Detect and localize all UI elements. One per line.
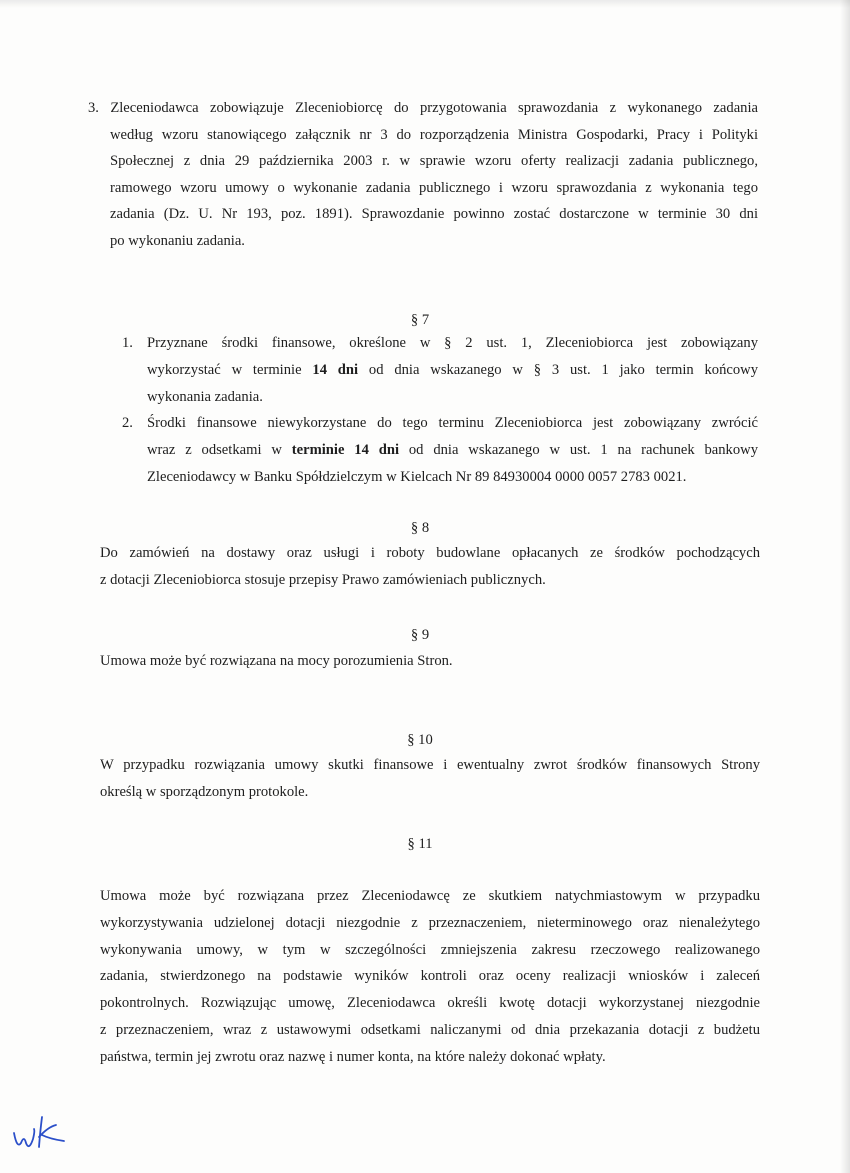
item-1-line-1: Przyznane środki finansowe, określone w § 2 ust. 1, Zleceniobiorca jest zobowiązany	[147, 335, 758, 351]
item-1-line-2	[147, 357, 758, 384]
section-11-line-7: państwa, termin jej zwrotu oraz nazwę i numer konta, na które należy dokonać wpłaty.	[100, 1048, 606, 1065]
section-10-paragraph	[100, 752, 760, 805]
point-3-paragraph	[88, 95, 758, 254]
section-7-heading: § 7	[410, 312, 430, 328]
point-3-line-2: według wzoru stanowiącego załącznik nr 3 do rozporządzenia Ministra Gospodarki, Pracy i Polityki	[110, 126, 758, 143]
point-3-line-1: 3. Zleceniodawca zobowiązuje Zleceniobiorcę do przygotowania sprawozdania z wykonanego zadania	[88, 100, 758, 116]
item-2-line-1: Środki finansowe niewykorzystane do tego terminu Zleceniobiorca jest zobowiązany zwrócić	[147, 415, 758, 431]
section-10-heading: § 10	[407, 732, 433, 748]
section-11-line-2: wykorzystywania udzielonej dotacji niezgodnie z przeznaczeniem, nieterminowego oraz nienależytego	[100, 914, 760, 931]
item-1-line-3: wykonania zadania.	[147, 389, 263, 405]
item-2-deadline: terminie 14 dni	[291, 442, 400, 458]
point-3-line-6: po wykonaniu zadania.	[110, 232, 245, 249]
section-11-line-3: wykonywania umowy, w tym w szczególności zmniejszenia zakresu rzeczowego realizowanego	[100, 941, 760, 958]
section-11-line-5: pokontrolnych. Rozwiązując umowę, Zleceniodawca określi kwotę dotacji wykorzystanej niezgodnie	[100, 995, 760, 1012]
section-11-paragraph	[100, 883, 760, 1071]
item-2-line-2-a: wraz z odsetkami w	[147, 442, 292, 458]
item-2-number: 2.	[122, 415, 133, 431]
point-3-line-5: zadania (Dz. U. Nr 193, poz. 1891). Sprawozdanie powinno zostać dostarczone w terminie 30 dni	[110, 206, 758, 222]
point-3-line-4: ramowego wzoru umowy o wykonanie zadania publicznego i wzoru sprawozdania z wykonania tego	[110, 179, 758, 196]
section-11-heading: § 11	[407, 836, 433, 852]
section-7-item-2	[122, 410, 758, 491]
item-2-line-2	[147, 437, 758, 464]
section-10-line-1: W przypadku rozwiązania umowy skutki finansowe i ewentualny zwrot środków finansowych Strony	[100, 757, 760, 773]
scan-top-shadow	[0, 0, 850, 8]
section-9-paragraph	[100, 648, 760, 675]
item-1-line-2-a: wykorzystać w terminie	[147, 362, 313, 378]
section-11-line-6: z przeznaczeniem, wraz z ustawowymi odsetkami naliczanymi od dnia przekazania dotacji z budżetu	[100, 1021, 760, 1038]
section-10-line-2: określą w sporządzonym protokole.	[100, 783, 309, 800]
section-11-line-4: zadania, stwierdzonego na podstawie wyników kontroli oraz oceny realizacji wniosków i zaleceń	[100, 968, 760, 985]
section-8-line-1: Do zamówień na dostawy oraz usługi i roboty budowlane opłacanych ze środków pochodzących	[100, 545, 760, 561]
section-8-heading: § 8	[410, 520, 430, 536]
section-9-line-1: Umowa może być rozwiązana na mocy porozumienia Stron.	[100, 653, 453, 669]
section-11-line-1: Umowa może być rozwiązana przez Zleceniodawcę ze skutkiem natychmiastowym w przypadku	[100, 888, 760, 904]
item-1-number: 1.	[122, 335, 133, 351]
item-2-line-2-c: od dnia wskazanego w ust. 1 na rachunek bankowy	[399, 442, 758, 458]
scan-edge-shadow	[840, 0, 850, 1173]
item-1-deadline: 14 dni	[312, 362, 359, 378]
section-7-item-1	[122, 330, 758, 411]
handwritten-initials-signature	[12, 1113, 70, 1153]
item-2-line-3: Zleceniodawcy w Banku Spółdzielczym w Kielcach Nr 89 84930004 0000 0057 2783 0021.	[147, 469, 687, 485]
section-8-paragraph	[100, 540, 760, 593]
point-3-line-3: Społecznej z dnia 29 października 2003 r. w sprawie wzoru oferty realizacji zadania publicznego,	[110, 153, 758, 169]
section-8-line-2: z dotacji Zleceniobiorca stosuje przepisy Prawo zamówieniach publicznych.	[100, 571, 546, 588]
section-9-heading: § 9	[410, 627, 430, 643]
item-1-line-2-c: od dnia wskazanego w § 3 ust. 1 jako termin końcowy	[358, 362, 758, 378]
